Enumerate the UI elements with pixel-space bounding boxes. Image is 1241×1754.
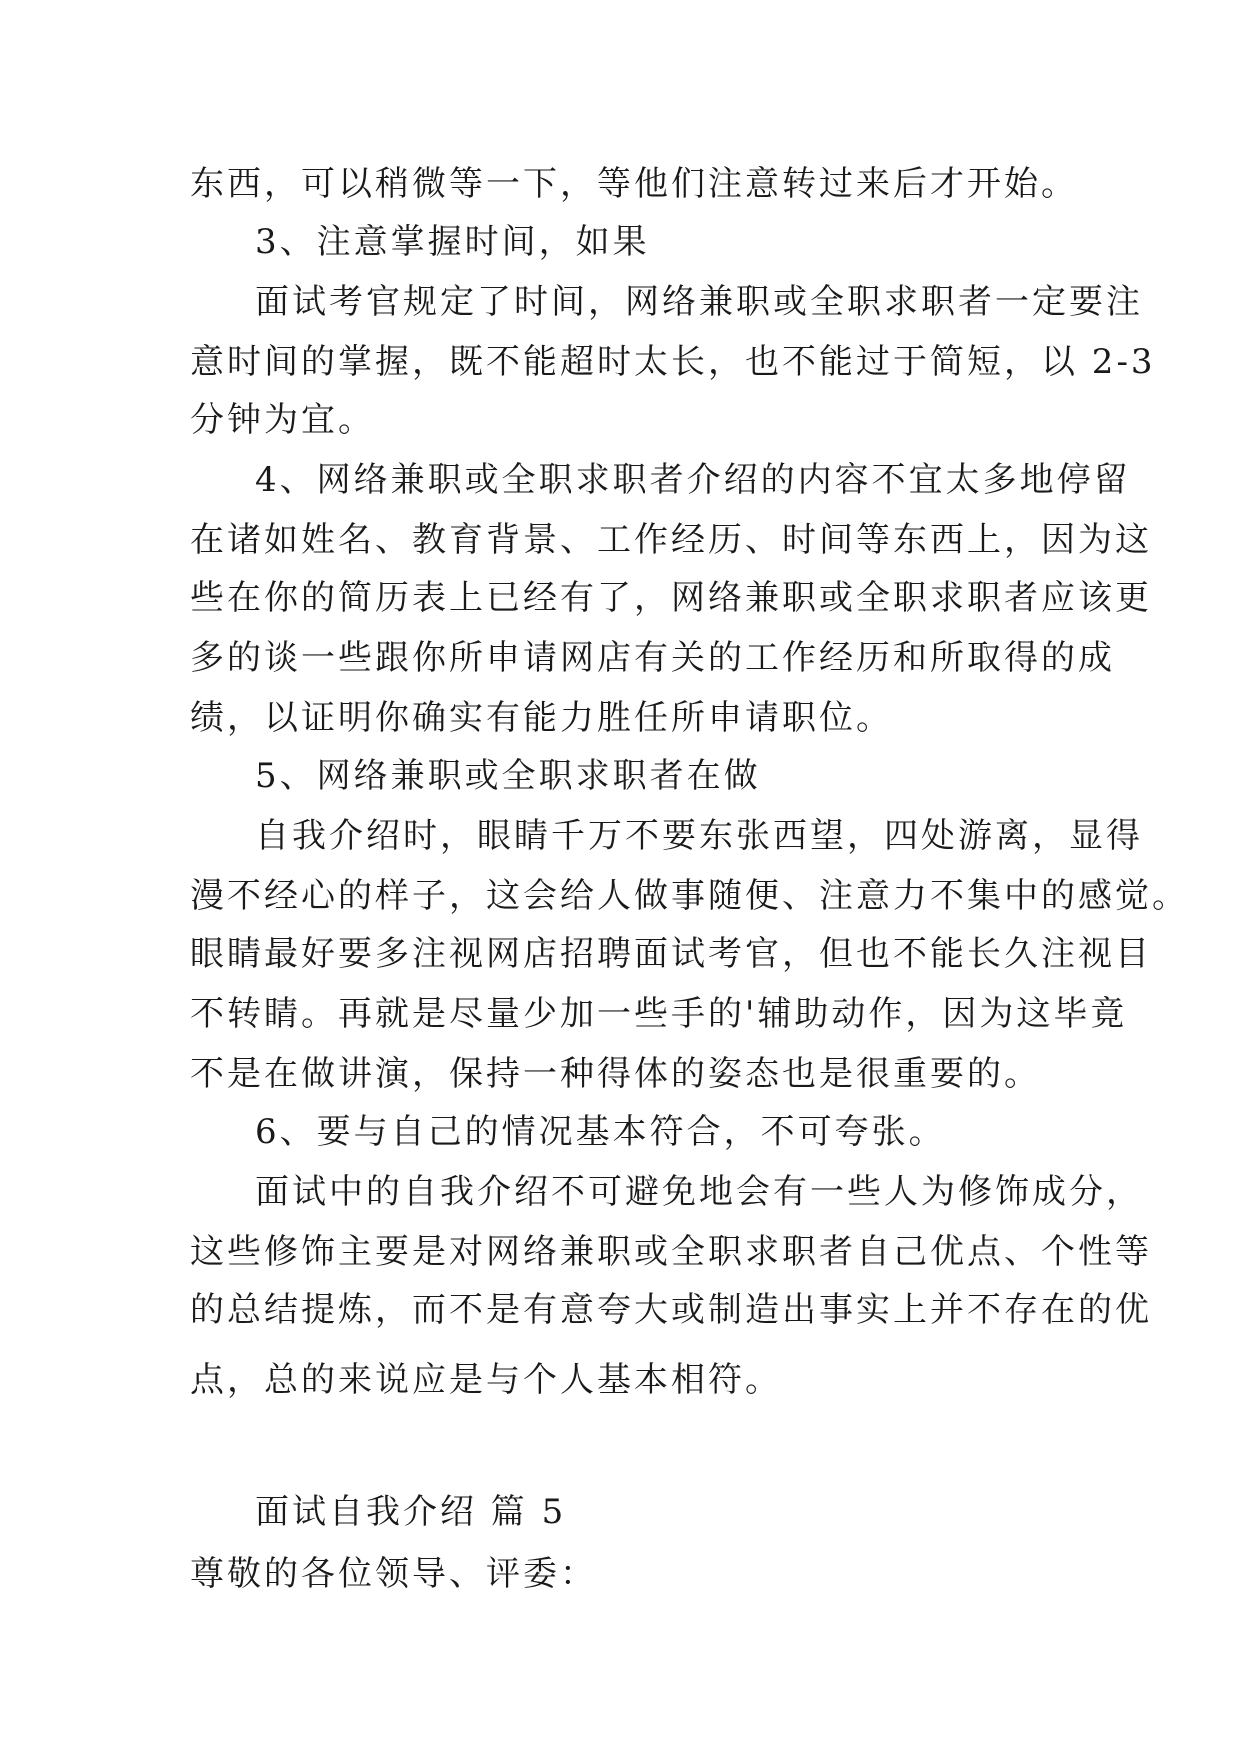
paragraph-line: 面试中的自我介绍不可避免地会有一些人为修饰成分，: [255, 1172, 1143, 1212]
paragraph-line: 东西，可以稍微等一下，等他们注意转过来后才开始。: [190, 164, 1078, 204]
paragraph-line: 不是在做讲演，保持一种得体的姿态也是很重要的。: [190, 1054, 1041, 1094]
paragraph-line: 绩，以证明你确实有能力胜任所申请职位。: [190, 698, 893, 738]
paragraph-line: 意时间的掌握，既不能超时太长，也不能过于简短，以 2-3: [190, 342, 1156, 382]
paragraph-line: 不转睛。再就是尽量少加一些手的'辅助动作，因为这毕竟: [190, 994, 1128, 1034]
paragraph-line: 些在你的简历表上已经有了，网络兼职或全职求职者应该更: [190, 578, 1152, 618]
paragraph-line: 自我介绍时，眼睛千万不要东张西望，四处游离，显得: [255, 816, 1143, 856]
paragraph-line: 这些修饰主要是对网络兼职或全职求职者自己优点、个性等: [190, 1232, 1152, 1272]
list-item-heading: 4、网络兼职或全职求职者介绍的内容不宜太多地停留: [255, 460, 1131, 500]
paragraph-line: 在诸如姓名、教育背景、工作经历、时间等东西上，因为这: [190, 520, 1152, 560]
paragraph-line: 面试考官规定了时间，网络兼职或全职求职者一定要注: [255, 282, 1143, 322]
list-item-heading: 5、网络兼职或全职求职者在做: [255, 756, 761, 796]
section-heading: 面试自我介绍 篇 5: [255, 1492, 567, 1532]
list-item-heading: 6、要与自己的情况基本符合，不可夸张。: [255, 1112, 946, 1152]
paragraph-line: 眼睛最好要多注视网店招聘面试考官，但也不能长久注视目: [190, 934, 1152, 974]
salutation: 尊敬的各位领导、评委：: [190, 1554, 597, 1594]
paragraph-line: 漫不经心的样子，这会给人做事随便、注意力不集中的感觉。: [190, 876, 1189, 916]
list-item-heading: 3、注意掌握时间，如果: [255, 222, 650, 262]
paragraph-line: 的总结提炼，而不是有意夸大或制造出事实上并不存在的优: [190, 1290, 1152, 1330]
paragraph-line: 多的谈一些跟你所申请网店有关的工作经历和所取得的成: [190, 638, 1115, 678]
paragraph-line: 点，总的来说应是与个人基本相符。: [190, 1360, 782, 1400]
paragraph-line: 分钟为宜。: [190, 400, 375, 440]
